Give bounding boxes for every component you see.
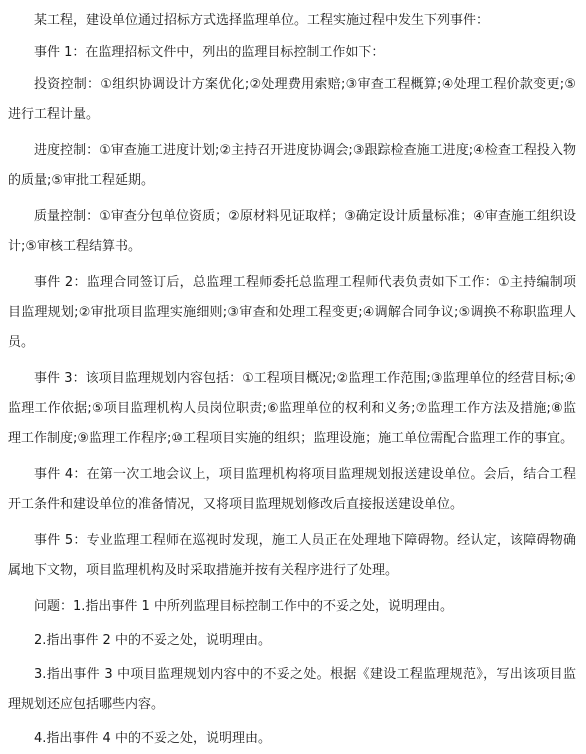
event2-paragraph: 事件 2：监理合同签订后，总监理工程师委托总监理工程师代表负责如下工作：①主持编制项目监理规划;②审批项目监理实施细则;③审查和处理工程变更;④调解合同争议;⑤调换不称职监理人员。 (8, 275, 576, 350)
event4-paragraph: 事件 4：在第一次工地会议上，项目监理机构将项目监理规划报送建设单位。会后，结合工程开工条件和建设单位的准备情况，又将项目监理规划修改后直接报送建设单位。 (8, 467, 576, 512)
investment-control-paragraph: 投资控制：①组织协调设计方案优化;②处理费用索赔;③审查工程概算;④处理工程价款变更;⑤进行工程计量。 (8, 77, 576, 122)
event3-paragraph: 事件 3：该项目监理规划内容包括：①工程项目概况;②监理工作范围;③监理单位的经营目标;④监理工作依据;⑤项目监理机构人员岗位职责;⑥监理单位的权利和义务;⑦监理工作方法及措施;⑧监理工作制度;⑨监理工作程序;⑩工程项目实施的组织；监理设施；施工单位需配合监理工作的事宜。 (8, 371, 576, 446)
question-3: 3.指出事件 3 中项目监理规划内容中的不妥之处。根据《建设工程监理规范》，写出该项目监理规划还应包括哪些内容。 (8, 667, 576, 712)
question-2: 2.指出事件 2 中的不妥之处，说明理由。 (34, 633, 271, 648)
intro-paragraph: 某工程，建设单位通过招标方式选择监理单位。工程实施过程中发生下列事件： (34, 13, 490, 28)
event5-paragraph: 事件 5：专业监理工程师在巡视时发现，施工人员正在处理地下障碍物。经认定，该障碍物确属地下文物，项目监理机构及时采取措施并按有关程序进行了处理。 (8, 533, 576, 578)
question-1: 问题：1.指出事件 1 中所列监理目标控制工作中的不妥之处，说明理由。 (34, 599, 453, 614)
question-4: 4.指出事件 4 中的不妥之处，说明理由。 (34, 731, 271, 746)
schedule-control-paragraph: 进度控制：①审查施工进度计划;②主持召开进度协调会;③跟踪检查施工进度;④检查工程投入物的质量;⑤审批工程延期。 (8, 143, 576, 188)
quality-control-paragraph: 质量控制：①审查分包单位资质；②原材料见证取样；③确定设计质量标准；④审查施工组织设计;⑤审核工程结算书。 (8, 209, 576, 254)
event1-intro-paragraph: 事件 1：在监理招标文件中，列出的监理目标控制工作如下： (34, 45, 385, 60)
